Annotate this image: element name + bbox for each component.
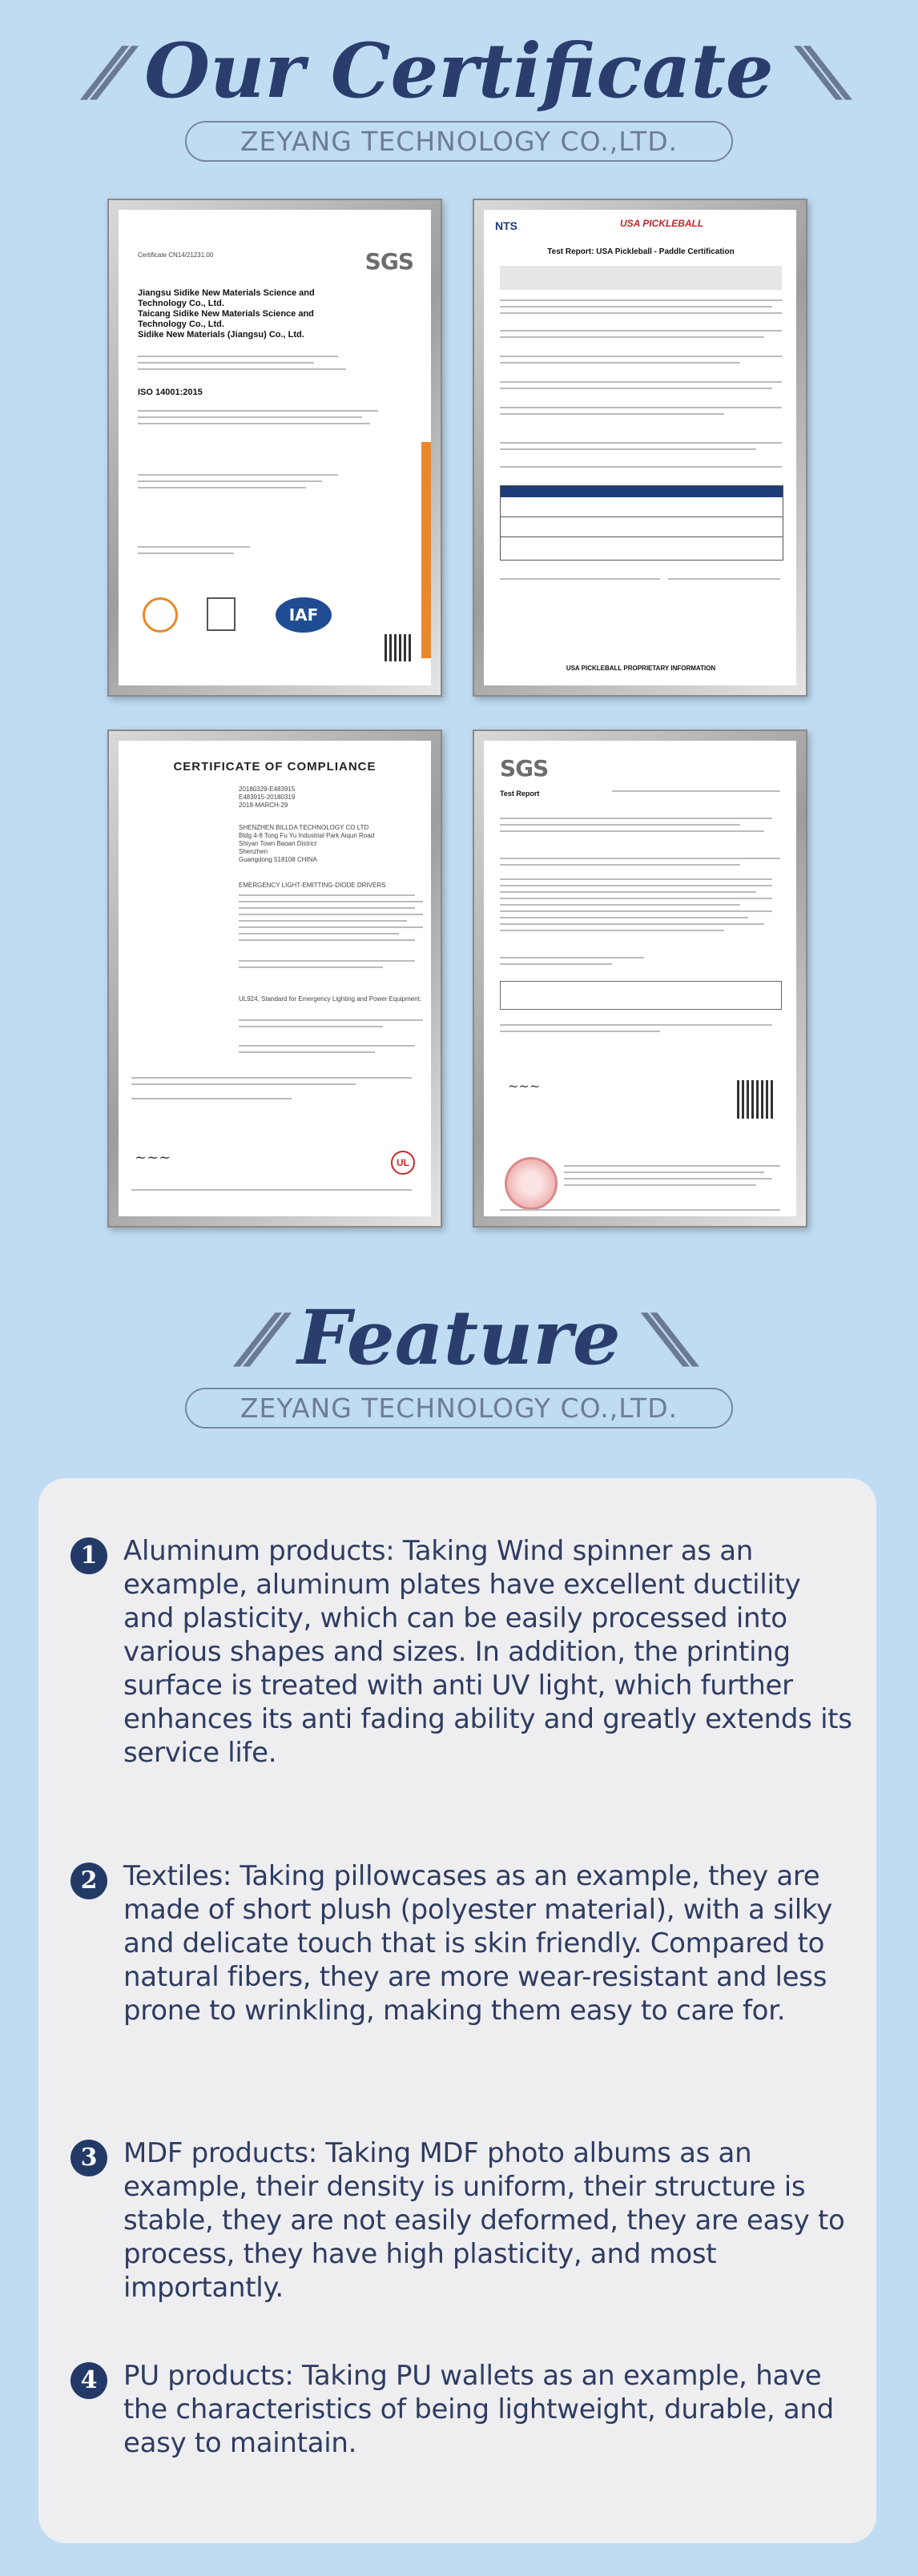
text-line bbox=[239, 1051, 375, 1053]
decorative-slashes-left-icon: // bbox=[228, 1300, 284, 1376]
feature-text: MDF products: Taking MDF photo albums as an example, their density is uniform, their structure is stable, they are not easily deformed, they are easy to process, they have high plasticity, and most importantly. bbox=[123, 2137, 845, 2304]
decorative-slashes-right-icon: \\ bbox=[787, 33, 843, 110]
text-line bbox=[500, 824, 740, 826]
text-line bbox=[239, 894, 415, 896]
product-line: EMERGENCY LIGHT-EMITTING-DIODE DRIVERS bbox=[239, 882, 386, 889]
orange-side-bar bbox=[421, 442, 431, 658]
cert-org-line: Jiangsu Sidike New Materials Science and bbox=[138, 288, 315, 298]
cert-number: Certificate CN14/21231.00 bbox=[138, 251, 214, 259]
text-line bbox=[239, 933, 399, 934]
certificate-frame-sgs-iso bbox=[107, 199, 442, 697]
text-line bbox=[500, 963, 612, 965]
issued-to-line: SHENZHEN BILLDA TECHNOLOGY CO LTD bbox=[239, 824, 369, 831]
text-line bbox=[138, 480, 322, 482]
ul-logo: UL bbox=[391, 1151, 415, 1175]
certificate-header bbox=[0, 27, 918, 162]
results-table-rule bbox=[501, 536, 783, 537]
text-line bbox=[500, 356, 782, 357]
text-line bbox=[138, 423, 370, 424]
text-line bbox=[564, 1171, 764, 1173]
text-line bbox=[500, 388, 772, 389]
text-line bbox=[500, 407, 782, 408]
issue-date: 2018-MARCH-29 bbox=[239, 802, 288, 809]
certificate-paper bbox=[119, 210, 431, 685]
cert-org-block bbox=[138, 288, 362, 340]
text-line bbox=[500, 923, 764, 925]
text-line bbox=[239, 960, 415, 962]
text-line bbox=[564, 1184, 756, 1186]
text-line bbox=[500, 1024, 772, 1026]
feature-item bbox=[70, 1859, 856, 2027]
compliance-title: CERTIFICATE OF COMPLIANCE bbox=[173, 760, 376, 774]
feature-text: PU products: Taking PU wallets as an example, have the characteristics of being lightweight, durable, and easy to maintain. bbox=[123, 2360, 834, 2459]
feature-number-badge: 4 bbox=[70, 2362, 107, 2399]
signature-icon: ~~~ bbox=[508, 1079, 541, 1094]
text-line bbox=[500, 864, 740, 866]
text-line bbox=[500, 885, 772, 886]
text-line bbox=[138, 487, 306, 488]
text-line bbox=[239, 901, 423, 902]
text-line bbox=[131, 1189, 412, 1191]
text-line bbox=[500, 578, 660, 580]
text-line bbox=[500, 442, 782, 444]
decorative-slashes-left-icon: // bbox=[75, 33, 131, 110]
cert-org-line: Technology Co., Ltd. bbox=[138, 299, 224, 308]
text-line bbox=[138, 356, 338, 357]
info-block bbox=[500, 266, 782, 290]
certificate-frame-usa-pickleball bbox=[473, 199, 807, 697]
text-line bbox=[138, 368, 346, 370]
signature-icon: ~~~ bbox=[135, 1149, 171, 1166]
feature-item bbox=[70, 2136, 856, 2305]
feature-number-badge: 3 bbox=[70, 2140, 107, 2176]
text-line bbox=[500, 830, 764, 832]
results-table bbox=[500, 485, 783, 561]
certificate-frame-compliance bbox=[107, 729, 442, 1228]
qr-code-icon bbox=[385, 634, 412, 661]
report-table bbox=[500, 981, 782, 1010]
feature-text: Textiles: Taking pillowcases as an example, they are made of short plush (polyester material), with a silky and delicate touch that is skin friendly. Compared to natural fibers, they are more wear-resistant and less prone to wrinkling, making them easy to care for. bbox=[123, 1860, 832, 2027]
text-line bbox=[131, 1077, 412, 1079]
text-line bbox=[500, 306, 772, 307]
text-line bbox=[138, 474, 338, 476]
cert-standard: ISO 14001:2015 bbox=[138, 388, 203, 397]
text-line bbox=[138, 416, 362, 418]
official-stamp-icon bbox=[505, 1157, 558, 1210]
report-label: Test Report bbox=[500, 790, 540, 798]
text-line bbox=[668, 578, 780, 580]
cnas-mark-icon bbox=[207, 597, 236, 631]
certificate-paper bbox=[119, 741, 431, 1216]
text-line bbox=[500, 904, 740, 906]
cert-org-line: Sidike New Materials (Jiangsu) Co., Ltd. bbox=[138, 330, 304, 340]
text-line bbox=[239, 939, 415, 941]
text-line bbox=[564, 1178, 772, 1179]
text-line bbox=[239, 1019, 423, 1021]
text-line bbox=[500, 1031, 660, 1032]
text-line bbox=[500, 898, 772, 899]
issued-to-line: Shiyan Town Baoan District bbox=[239, 840, 317, 847]
text-line bbox=[500, 957, 644, 958]
text-line bbox=[500, 299, 782, 301]
text-line bbox=[500, 917, 748, 918]
cert-org-line: Taicang Sidike New Materials Science and bbox=[138, 309, 314, 319]
text-line bbox=[500, 1209, 780, 1211]
text-line bbox=[239, 914, 423, 915]
text-line bbox=[500, 336, 764, 338]
text-line bbox=[500, 891, 756, 893]
text-line bbox=[564, 1165, 780, 1167]
results-table-rule bbox=[501, 516, 783, 517]
feature-number-badge: 2 bbox=[70, 1863, 107, 1899]
certificate-paper bbox=[484, 210, 796, 685]
text-line bbox=[500, 858, 780, 859]
standards-line: UL924, Standard for Emergency Lighting and Power Equipment. bbox=[239, 995, 422, 1003]
text-line bbox=[500, 330, 782, 332]
text-line bbox=[500, 466, 782, 468]
feature-item bbox=[70, 2359, 856, 2460]
text-line bbox=[239, 920, 407, 922]
text-line bbox=[500, 448, 756, 450]
feature-subtitle: ZEYANG TECHNOLOGY CO.,LTD. bbox=[185, 1388, 733, 1429]
text-line bbox=[138, 362, 314, 364]
feature-list bbox=[38, 1478, 876, 2543]
text-line bbox=[131, 1083, 356, 1085]
text-line bbox=[500, 362, 740, 364]
text-line bbox=[500, 818, 772, 819]
sgs-logo: SGS bbox=[500, 755, 549, 782]
report-title: Test Report: USA Pickleball - Paddle Certification bbox=[547, 247, 735, 256]
certificate-number: 20180329-E483915 bbox=[239, 786, 296, 793]
report-reference: E483915-20180319 bbox=[239, 794, 296, 801]
feature-title-row bbox=[0, 1294, 918, 1382]
text-line bbox=[239, 1045, 415, 1047]
accreditation-seal-icon bbox=[143, 597, 178, 633]
issued-to-line: Guangdong 518108 CHINA bbox=[239, 856, 317, 863]
certificate-subtitle: ZEYANG TECHNOLOGY CO.,LTD. bbox=[185, 121, 733, 162]
text-line bbox=[239, 1026, 383, 1027]
text-line bbox=[239, 967, 383, 968]
decorative-slashes-right-icon: \\ bbox=[634, 1300, 690, 1376]
text-line bbox=[500, 413, 724, 415]
text-line bbox=[612, 790, 780, 792]
results-table-header bbox=[501, 486, 783, 497]
report-footer: USA PICKLEBALL PROPRIETARY INFORMATION bbox=[566, 665, 716, 672]
text-line bbox=[239, 926, 423, 928]
certificate-frame-sgs-report bbox=[473, 729, 807, 1228]
feature-title: Feature bbox=[297, 1294, 621, 1382]
iaf-logo: IAF bbox=[276, 597, 332, 633]
text-line bbox=[500, 381, 782, 383]
text-line bbox=[138, 410, 378, 412]
cert-org-line: Technology Co., Ltd. bbox=[138, 319, 224, 329]
feature-number-badge: 1 bbox=[70, 1537, 107, 1574]
certificate-grid bbox=[0, 199, 918, 1236]
issued-to-block bbox=[239, 824, 423, 864]
text-line bbox=[138, 553, 234, 554]
certificate-paper bbox=[484, 741, 796, 1216]
feature-item bbox=[70, 1534, 856, 1770]
text-line bbox=[500, 910, 772, 912]
text-line bbox=[239, 907, 415, 909]
issued-to-line: Shenzhen bbox=[239, 848, 268, 855]
text-line bbox=[500, 312, 782, 314]
feature-header bbox=[0, 1294, 918, 1429]
nts-logo: NTS bbox=[495, 219, 517, 232]
text-line bbox=[131, 1098, 292, 1099]
text-line bbox=[500, 930, 724, 931]
certificate-title-row bbox=[0, 27, 918, 115]
certificate-title: Our Certificate bbox=[144, 27, 774, 115]
usa-pickleball-logo: USA PICKLEBALL bbox=[620, 218, 704, 229]
text-line bbox=[138, 546, 250, 548]
text-line bbox=[500, 878, 772, 880]
qr-code-icon bbox=[737, 1080, 775, 1119]
feature-text: Aluminum products: Taking Wind spinner as an example, aluminum plates have excellent ductility and plasticity, which can be easily processed into various shapes and sizes. In addition, the printing surface is treated with anti UV light, which further enhances its anti fading ability and greatly extends its service life. bbox=[123, 1535, 852, 1769]
sgs-logo: SGS bbox=[364, 248, 413, 275]
issued-to-line: Bldg 4-8 Tong Fu Yu Industrial Park Aiqun Road bbox=[239, 832, 375, 839]
